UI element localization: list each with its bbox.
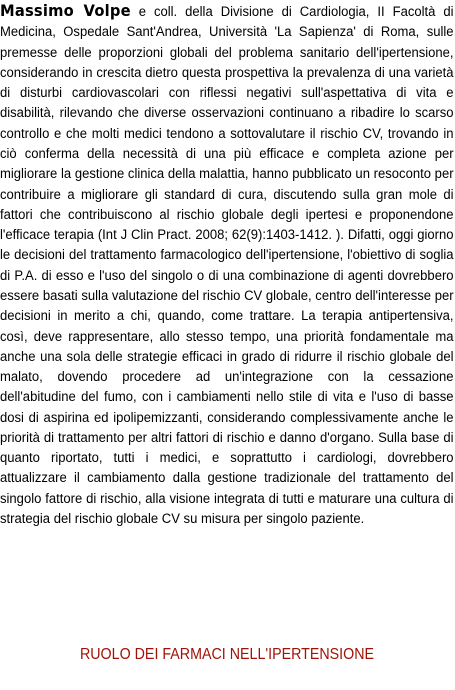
section-heading: RUOLO DEI FARMACI NELL'IPERTENSIONE (79, 646, 375, 663)
article-body: e coll. della Divisione di Cardiologia, II Facoltà di Medicina, Ospedale Sant'Andrea, Università 'La Sapienza' di Roma, sulle premesse delle proporzioni globali del problema sanitario dell'ipertensione, considerando in crescita dietro questa prospettiva la prevalenza di una varietà di disturbi cardiovascolari con riflessi negativi sull'aspettativa di vita e disabilità, rilevando che diverse osservazioni continuano a ribadire lo scarso controllo e che molti medici tendono a sottovalutare il rischio CV, trovando in ciò conferma della necessità di una più efficace e completa azione per migliorare la gestione clinica della malattia, hanno pubblicato un resoconto per contribuire a migliorare gli standard di cura, discutendo sulla gran mole di fattori che contribuiscono al rischio globale degli ipertesi e proponendone l'efficace terapia (Int J Clin Pract. 2008; 62(9):1403-1412. ). Difatti, oggi giorno le decisioni del trattamento farmacologico dell'ipertensione, l'obiettivo di soglia di P.A. di esso e l'uso del singolo o di una combinazione di agenti dovrebbero essere basati sulla valutazione del rischio CV globale, centro dell'interesse per decisioni in merito a chi, quando, come trattare. La terapia antipertensiva, così, deve rappresentare, allo stesso tempo, una priorità fondamentale ma anche una sola delle strategie efficaci in grado di ridurre il rischio globale del malato, dovendo procedere ad un'integrazione con la cessazione dell'abitudine del fumo, con i cambiamenti nello stile di vita e l'uso di basse dosi di aspirina ed ipolipemizzanti, considerando complessivamente anche le priorità di trattamento per altri fattori di rischio e danno d'organo. Sulla base di quanto riportato, tutti i medici, e soprattutto i cardiologi, dovrebbero attualizzare il cambiamento dalla gestione tradizionale del trattamento del singolo fattore di rischio, alla visione integrata di tutti e maturare una cultura di strategia del rischio globale CV su misura per singolo paziente. (0, 4, 454, 528)
author-name: Massimo Volpe (0, 1, 131, 20)
